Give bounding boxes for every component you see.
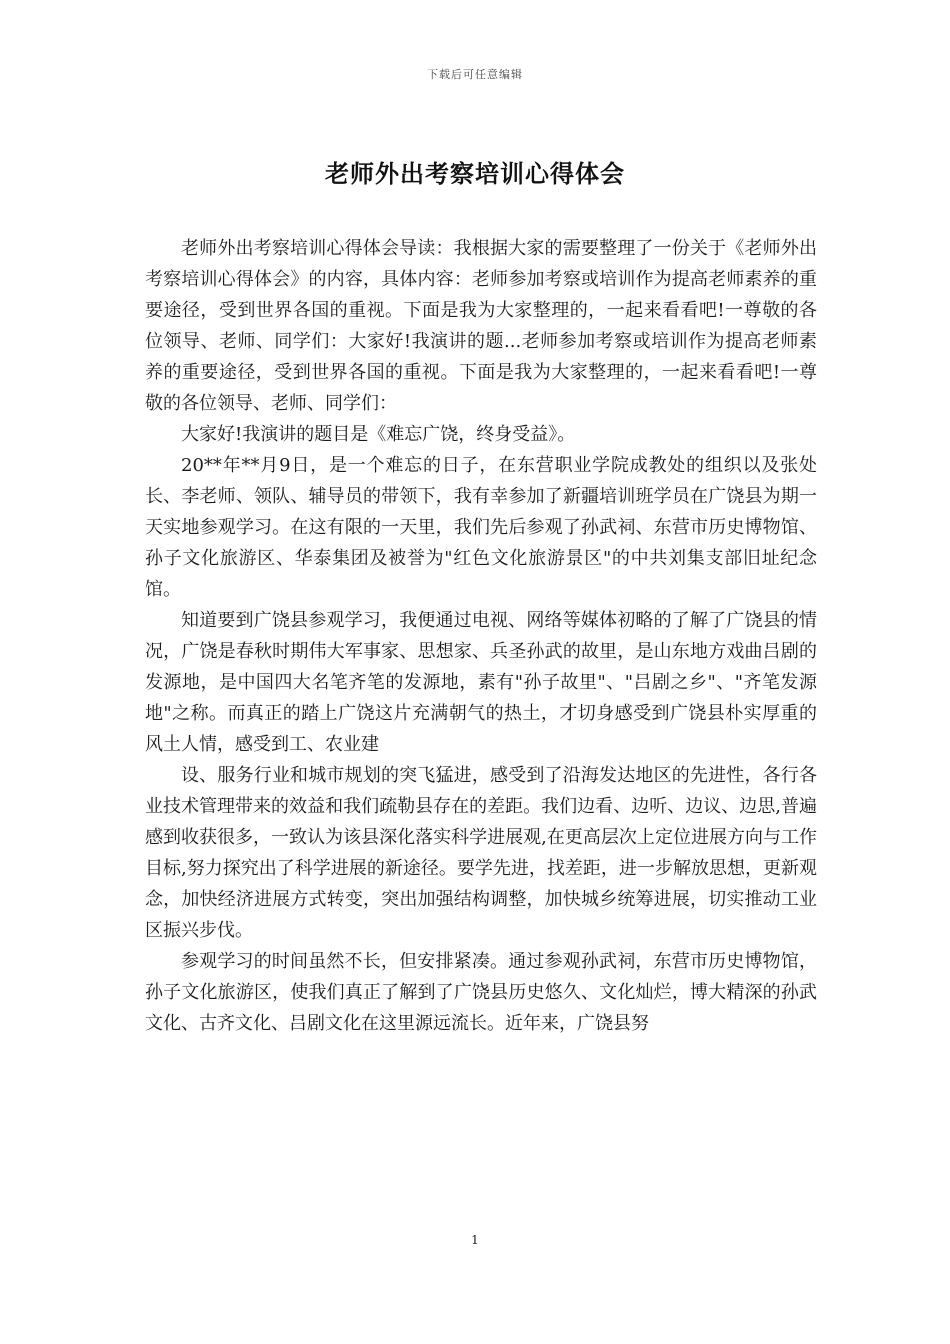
document-body bbox=[145, 233, 817, 1039]
paragraph-schedule: 参观学习的时间虽然不长，但安排紧凑。通过参观孙武祠，东营市历史博物馆，孙子文化旅游区，使我们真正了解到了广饶县历史悠久、文化灿烂，博大精深的孙武文化、古齐文化、吕剧文化在这里源远流长。近年来，广饶县努 bbox=[145, 951, 817, 1034]
paragraph-visit: 20**年**月9日，是一个难忘的日子，在东营职业学院成教处的组织以及张处长、李老师、领队、辅导员的带领下，我有幸参加了新疆培训班学员在广饶县为期一天实地参观学习。在这有限的一天里，我们先后参观了孙武祠、东营市历史博物馆、孙子文化旅游区、华泰集团及被誉为"红色文化旅游景区"的中共刘集支部旧址纪念馆。 bbox=[145, 455, 817, 600]
page-number: 1 bbox=[471, 1233, 479, 1247]
document-title: 老师外出考察培训心得体会 bbox=[325, 159, 625, 188]
paragraph-guangrao: 知道要到广饶县参观学习，我便通过电视、网络等媒体初略的了解了广饶县的情况，广饶是春秋时期伟大军事家、思想家、兵圣孙武的故里，是山东地方戏曲吕剧的发源地，是中国四大名笔齐笔的发源地，素有"孙子故里"、"吕剧之乡"、"齐笔发源地"之称。而真正的踏上广饶这片充满朝气的热土，才切身感受到广饶县朴实厚重的风土人情，感受到工、农业建 bbox=[145, 610, 817, 755]
paragraph-intro: 老师外出考察培训心得体会导读：我根据大家的需要整理了一份关于《老师外出考察培训心得体会》的内容，具体内容：老师参加考察或培训作为提高老师素养的重要途径，受到世界各国的重视。下面是我为大家整理的，一起来看看吧!一尊敬的各位领导、老师、同学们：大家好!我演讲的题...老师参加考察或培训作为提高老师素养的重要途径，受到世界各国的重视。下面是我为大家整理的，一起来看看吧!一尊敬的各位领导、老师、同学们： bbox=[145, 238, 817, 414]
header-note: 下载后可任意编辑 bbox=[427, 68, 523, 81]
paragraph-development: 设、服务行业和城市规划的突飞猛进，感受到了沿海发达地区的先进性，各行各业技术管理带来的效益和我们疏勒县存在的差距。我们边看、边听、边议、边思,普遍感到收获很多，一致认为该县深化落实科学进展观,在更高层次上定位进展方向与工作目标,努力探究出了科学进展的新途径。要学先进，找差距，进一步解放思想，更新观念，加快经济进展方式转变，突出加强结构调整，加快城乡统筹进展，切实推动工业区振兴步伐。 bbox=[145, 765, 817, 941]
paragraph-greeting: 大家好!我演讲的题目是《难忘广饶，终身受益》。 bbox=[181, 424, 576, 445]
